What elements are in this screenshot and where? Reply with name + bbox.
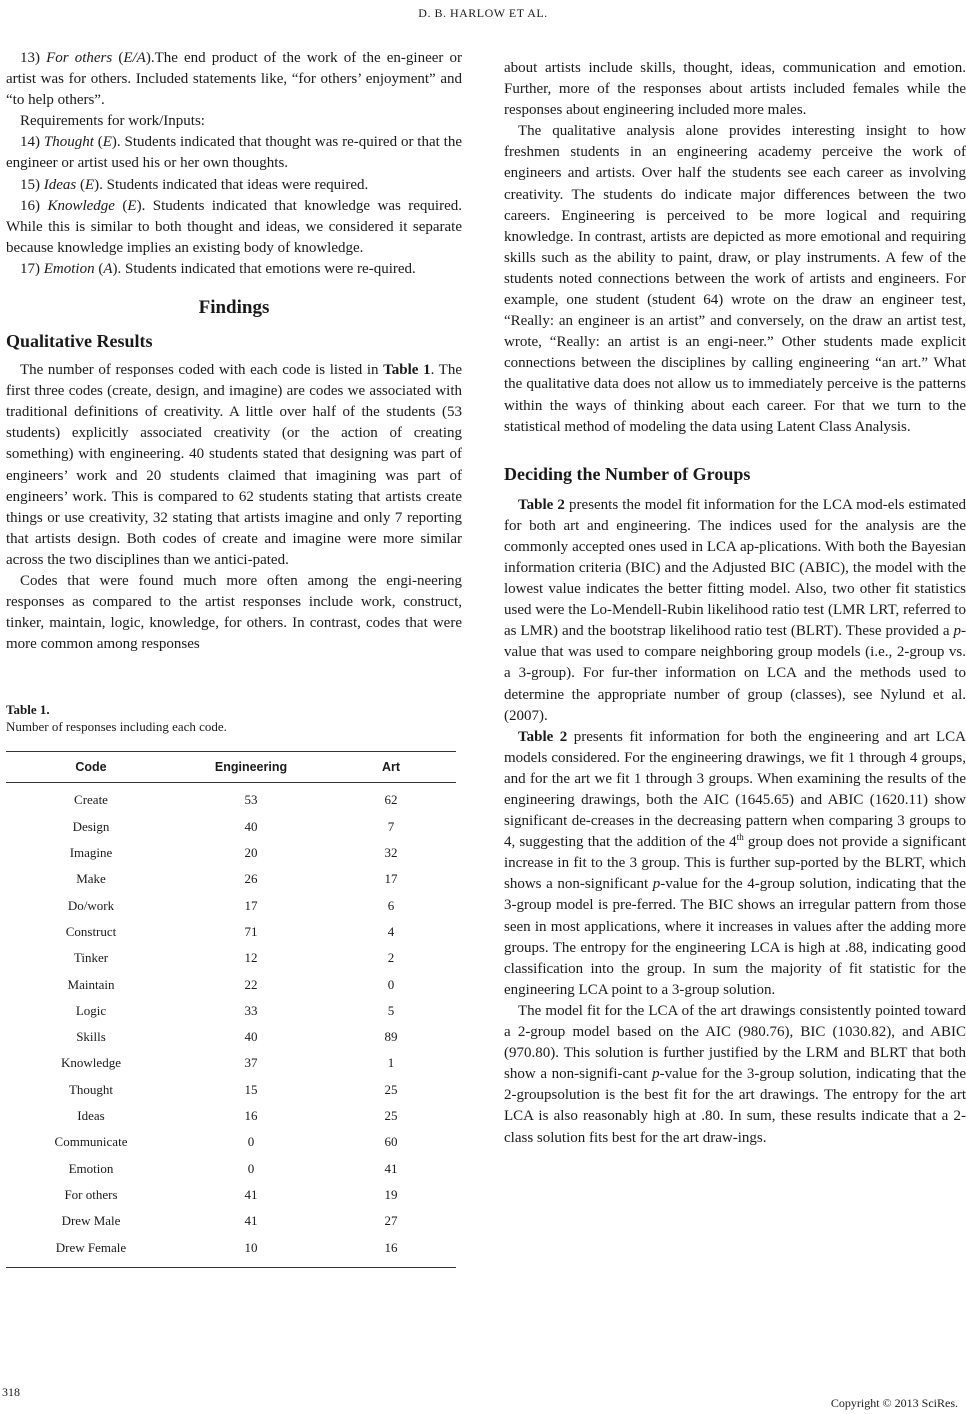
- qualitative-results-title: Qualitative Results: [6, 331, 153, 352]
- table-cell-engineering: 22: [244, 976, 258, 992]
- table-cell-art: 2: [387, 950, 395, 966]
- table-row: [6, 971, 456, 997]
- table-cell-art: 25: [384, 1108, 398, 1124]
- table-cell-code: For others: [64, 1186, 118, 1202]
- table-1-caption: Table 1.: [6, 702, 50, 718]
- table-row: [6, 919, 456, 945]
- requirements-heading: Requirements for work/Inputs:: [20, 113, 205, 130]
- table-cell-art: 25: [384, 1081, 398, 1097]
- deciding-groups-title: Deciding the Number of Groups: [504, 463, 751, 484]
- table-row: [6, 1208, 456, 1234]
- page-number: 318: [2, 1385, 20, 1399]
- table-cell-art: 7: [387, 818, 395, 834]
- table-1: [6, 751, 456, 1267]
- groups-paragraph-2: Table 2 presents fit information for both the engineering and art LCA models considered. For the engineering drawings, we fit 1 through 4 groups, and for the art we fit 1 through 3 groups. When examining the results of the engineering drawings, both the AIC (1645.65) and ABIC (1620.11) show significant de-creases in the decreasing pattern when comparing 3 groups to 4, suggesting that the addition of the 4th group does not provide a significant increase in fit to the 3 group. This is further sup-ported by the BLRT, which shows a non-significant p-value for the 4-group solution, indicating that the 3-group model is pre-ferred. The BIC shows an irregular pattern from those seen in most applications, where it increases in values after the adding more groups. The entropy for the engineering LCA is high at .88, indicating good classification into the group. In sum the majority of fit statistic for the engineering LCA point to a 3-group solution.: [504, 728, 966, 998]
- code-16-paragraph: 16) Knowledge (E). Students indicated that knowledge was required. While this is similar to both thought and ideas, we considered it separate because knowledge implies an existing body of knowledge.: [6, 197, 463, 256]
- table-row: [6, 1103, 456, 1129]
- table-row: [6, 1234, 456, 1267]
- table-2-reference: Table 2: [518, 496, 565, 513]
- table-cell-code: Logic: [75, 1002, 107, 1018]
- code-14-paragraph: 14) Thought (E). Students indicated that thought was re-quired or that the engineer or artist used his or her own thoughts.: [6, 134, 462, 172]
- table-cell-engineering: 40: [244, 818, 258, 834]
- table-cell-code: Create: [74, 792, 108, 808]
- table-cell-code: Ideas: [77, 1108, 105, 1124]
- table-cell-code: Thought: [68, 1081, 114, 1097]
- table-cell-engineering: 33: [244, 1002, 258, 1018]
- table-cell-code: Communicate: [54, 1134, 128, 1150]
- table-cell-code: Maintain: [67, 976, 115, 992]
- table-cell-art: 1: [387, 1055, 395, 1071]
- table-cell-engineering: 26: [244, 871, 258, 887]
- table-row: [6, 1156, 456, 1182]
- table-header-engineering: Engineering: [176, 752, 326, 783]
- table-cell-art: 17: [384, 871, 398, 887]
- table-cell-art: 0: [387, 976, 395, 992]
- table-row: [6, 1024, 456, 1050]
- table-2-reference-2: Table 2: [518, 728, 568, 745]
- groups-paragraph-3: The model fit for the LCA of the art drawings consistently pointed toward a 2-group model based on the AIC (980.76), BIC (1030.82), and ABIC (970.80). This solution is further justified by the LRM and BLRT that both show a non-signifi-cant p-value for the 3-group solution, indicating that the 2-groupsolution is the best fit for the art drawings. The entropy for the art LCA is also reasonably high at .80. In sum, these results indicate that a 2-class solution fits best for the art draw-ings.: [504, 1002, 966, 1146]
- table-cell-code: Drew Female: [6, 1234, 176, 1267]
- table-cell-engineering: 71: [244, 923, 258, 939]
- table-cell-art: 89: [384, 1029, 398, 1045]
- table-header-code: Code: [6, 752, 176, 783]
- table-cell-engineering: 17: [244, 897, 258, 913]
- table-cell-art: 62: [384, 792, 398, 808]
- code-17-paragraph: 17) Emotion (A). Students indicated that emotions were re-quired.: [20, 260, 416, 277]
- table-cell-engineering: 37: [244, 1055, 258, 1071]
- table-cell-engineering: 16: [244, 1108, 258, 1124]
- table-header-art: Art: [326, 752, 456, 783]
- table-cell-engineering: 12: [244, 950, 258, 966]
- table-cell-art: 27: [384, 1213, 398, 1229]
- table-row: [6, 1077, 456, 1103]
- table-1-header-row: [6, 752, 456, 783]
- code-13-paragraph: 13) For others (E/A).The end product of the work of the en-gineer or artist was for others. Included statements like, “for others’ enjoyment” and “to help others”.: [6, 50, 462, 109]
- table-cell-code: Design: [72, 818, 110, 834]
- table-cell-code: Make: [76, 871, 106, 887]
- copyright-notice: Copyright © 2013 SciRes.: [830, 1396, 958, 1410]
- table-cell-code: Construct: [65, 923, 117, 939]
- table-row: [6, 783, 456, 814]
- table-row: [6, 1129, 456, 1155]
- table-cell-engineering: 0: [247, 1134, 255, 1150]
- table-row: [6, 998, 456, 1024]
- table-cell-engineering: 10: [176, 1234, 326, 1267]
- table-row: [6, 814, 456, 840]
- table-cell-art: 19: [384, 1186, 398, 1202]
- qualitative-paragraph-2: Codes that were found much more often among the engi-neering responses as compared to the artist responses include work, construct, tinker, maintain, logic, knowledge, for others. In contrast, codes that were more common among responses: [6, 572, 462, 653]
- table-cell-engineering: 20: [244, 845, 258, 861]
- table-cell-art: 16: [326, 1234, 456, 1267]
- table-cell-art: 6: [387, 897, 395, 913]
- code-15-paragraph: 15) Ideas (E). Students indicated that ideas were required.: [20, 176, 369, 193]
- left-column: [6, 48, 462, 1268]
- table-row: [6, 893, 456, 919]
- table-cell-art: 4: [387, 923, 395, 939]
- table-cell-engineering: 41: [244, 1213, 258, 1229]
- table-row: [6, 840, 456, 866]
- table-cell-engineering: 53: [244, 792, 258, 808]
- table-cell-engineering: 41: [244, 1186, 258, 1202]
- table-cell-art: 60: [384, 1134, 398, 1150]
- table-cell-art: 5: [387, 1002, 395, 1018]
- table-cell-code: Emotion: [68, 1160, 114, 1176]
- table-1-subcaption: Number of responses including each code.: [6, 719, 227, 735]
- table-1-reference: Table 1: [383, 362, 431, 379]
- table-1-body: [6, 783, 456, 1267]
- running-head: D. B. HARLOW ET AL.: [418, 6, 548, 20]
- table-cell-code: Imagine: [69, 845, 113, 861]
- groups-paragraph-1: Table 2 presents the model fit information for the LCA mod-els estimated for both art and engineering. The indices used for the analysis are the commonly accepted ones used in LCA ap-plications. With both the Bayesian information criteria (BIC) and the Adjusted BIC (ABIC), the model with the lowest value indicates the better fitting model. Also, two other fit statistics used were the Lo-Mendell-Rubin likelihood ratio test (LMR LRT, referred to as LMR) and the bootstrap likelihood ratio test (BLRT). These provided a p-value that was used to compare neighboring group models (i.e., 2-group vs. a 3-group). For fur-ther information on LCA and the methods used to determine the appropriate number of group (classes), see Nylund et al. (2007).: [504, 496, 966, 724]
- table-cell-engineering: 15: [244, 1081, 258, 1097]
- table-cell-code: Knowledge: [61, 1055, 121, 1071]
- table-cell-code: Skills: [76, 1029, 106, 1045]
- table-row: [6, 866, 456, 892]
- table-cell-art: 32: [384, 845, 398, 861]
- right-column: [504, 58, 966, 1149]
- table-cell-code: Drew Male: [61, 1213, 121, 1229]
- findings-title: Findings: [198, 297, 270, 319]
- table-cell-engineering: 40: [244, 1029, 258, 1045]
- table-cell-engineering: 0: [247, 1160, 255, 1176]
- table-row: [6, 945, 456, 971]
- table-cell-art: 41: [384, 1160, 398, 1176]
- table-cell-code: Do/work: [67, 897, 115, 913]
- continued-paragraph: about artists include skills, thought, ideas, communication and emotion. Further, more of the responses about artists included females while the responses about engineering included more males.: [504, 60, 966, 119]
- qualitative-paragraph-3: The qualitative analysis alone provides interesting insight to how freshmen students in an engineering academy perceive the work of engineers and artists. Over half the students see each career as involving creativity. The students do indicate major differences between the two careers. Engineering is perceived to be more logical and requiring knowledge. In contrast, artists are depicted as more emotional and requiring skills such as the ability to paint, draw, or play instruments. A few of the students noted connections between the work of artists and engineers. For example, one student (student 64) wrote on the draw an engineer test, “Really: an engineer is an artist” and conversely, on the draw an artist test, wrote, “Really: an artist is an engi-neer.” Other students made explicit connections between the disciplines by calling engineering “an art.” What the qualitative data does not allow us to immediately perceive is the patterns within the ways of thinking about each career. For that we turn to the statistical method of modeling the data using Latent Class Analysis.: [504, 123, 966, 435]
- table-cell-code: Tinker: [73, 950, 109, 966]
- qualitative-paragraph-1: The number of responses coded with each code is listed in Table 1. The first three codes (create, design, and imagine) are codes we associated with traditional definitions of creativity. A little over half of the students (53 students) explicitly associated creativity (or the action of creating something) with engineering. 40 students stated that designing was part of engineers’ work and 20 students claimed that imagining was part of engineers’ work. This is compared to 62 students stating that artists create things or use creativity, 32 stating that artists imagine and only 7 reporting that artists design. Both codes of create and imagine were more similar across the two disciplines than we antici-pated.: [6, 362, 462, 568]
- table-row: [6, 1050, 456, 1076]
- table-row: [6, 1182, 456, 1208]
